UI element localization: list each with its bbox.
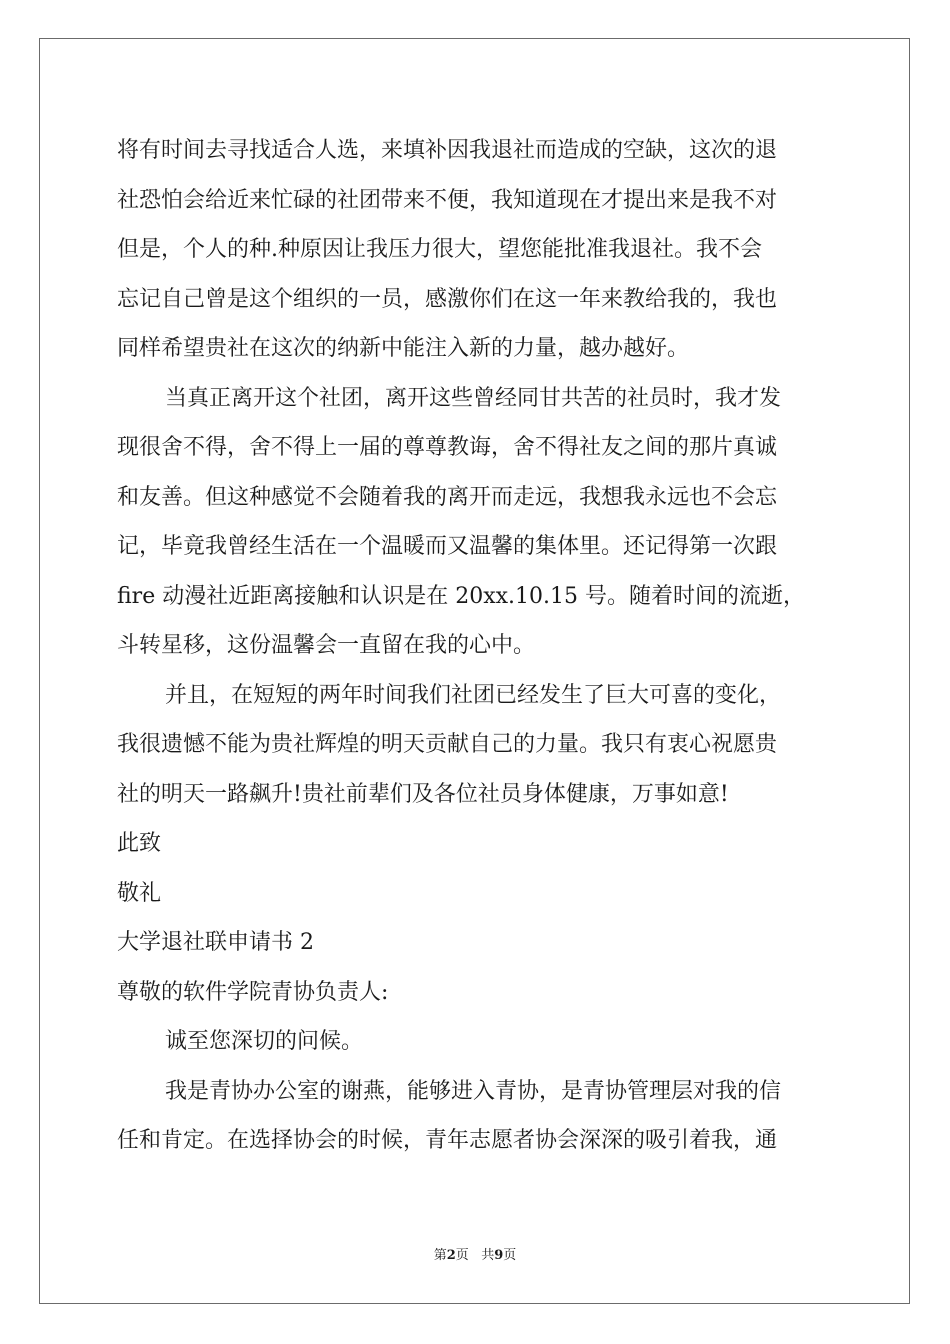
footer-prefix: 第	[433, 1248, 447, 1263]
text-line: fire 动漫社近距离接触和认识是在 20xx.10.15 号。随着时间的流逝，	[117, 583, 805, 609]
document-body	[117, 126, 837, 1166]
text-line: 斗转星移，这份温馨会一直留在我的心中。	[117, 633, 536, 658]
footer-total-pages: 9	[494, 1248, 504, 1263]
text-line: 社恐怕会给近来忙碌的社团带来不便，我知道现在才提出来是我不对	[117, 187, 778, 213]
text-line: 敬礼	[117, 880, 162, 906]
text-line: 现很舍不得，舍不得上一届的尊尊教诲，舍不得社友之间的那片真诚	[117, 435, 778, 460]
text-line: 社的明天一路飙升!贵社前辈们及各位社员身体健康，万事如意!	[117, 781, 729, 807]
text-line: 我是青协办公室的谢燕，能够进入青协，是青协管理层对我的信	[165, 1078, 782, 1104]
text-line: 此致	[117, 831, 162, 856]
text-line: 尊敬的软件学院青协负责人:	[117, 979, 389, 1005]
footer-total-prefix: 共	[481, 1248, 495, 1263]
text-line: 忘记自己曾是这个组织的一员，感激你们在这一年来教给我的，我也	[117, 286, 778, 312]
text-line: 大学退社联申请书 2	[117, 930, 314, 955]
footer-page-suffix: 页	[455, 1248, 469, 1263]
text-line: 诚至您深切的问候。	[165, 1029, 364, 1054]
text-line: 和友善。但这种感觉不会随着我的离开而走远，我想我永远也不会忘	[117, 484, 778, 510]
text-line: 我很遗憾不能为贵社辉煌的明天贡献自己的力量。我只有衷心祝愿贵	[117, 732, 778, 757]
text-line: 将有时间去寻找适合人选，来填补因我退社而造成的空缺，这次的退	[117, 138, 778, 163]
text-line: 记，毕竟我曾经生活在一个温暖而又温馨的集体里。还记得第一次跟	[117, 534, 778, 559]
text-line: 当真正离开这个社团，离开这些曾经同甘共苦的社员时，我才发	[165, 385, 782, 411]
text-line: 并且，在短短的两年时间我们社团已经发生了巨大可喜的变化，	[165, 682, 782, 708]
footer-total-suffix: 页	[503, 1248, 517, 1263]
page-footer	[0, 1244, 950, 1263]
footer-page-number: 2	[446, 1248, 456, 1263]
text-line: 任和肯定。在选择协会的时候，青年志愿者协会深深的吸引着我，通	[117, 1128, 778, 1153]
text-line: 但是，个人的种.种原因让我压力很大，望您能批准我退社。我不会	[117, 237, 762, 262]
text-line: 同样希望贵社在这次的纳新中能注入新的力量，越办越好。	[117, 336, 690, 361]
